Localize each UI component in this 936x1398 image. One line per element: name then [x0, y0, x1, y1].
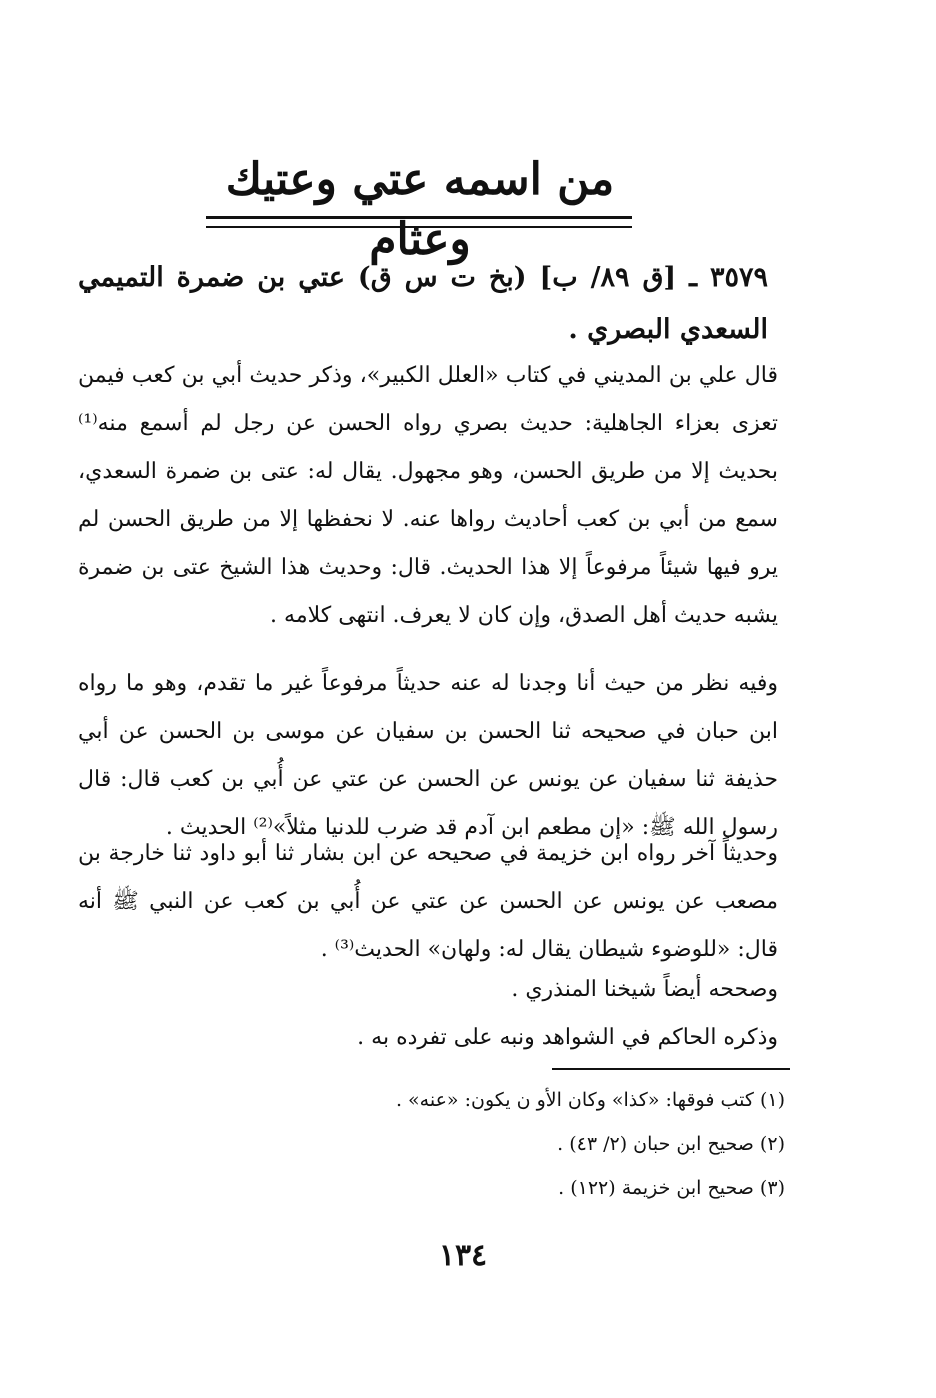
paragraph-4: وصححه أيضاً شيخنا المنذري . — [511, 977, 778, 1002]
paragraph-2: وفيه نظر من حيث أنا وجدنا له عنه حديثاً مرفوعاً غير ما تقدم، وهو ما رواه ابن حبان في صحيحه ثنا الحسن بن سفيان عن موسى بن الحسن عن أبي حذيفة ثنا سفيان عن يونس عن الحسن عن عتي عن أُبي بن كعب قال: قال رسول الله ﷺ: «إن مطعم ابن آدم قد ضرب للدنيا مثلاً»⁽²⁾ الحديث . — [78, 671, 778, 840]
footnote-separator — [552, 1068, 790, 1070]
title-underline — [206, 216, 632, 228]
paragraph-5: وذكره الحاكم في الشواهد ونبه على تفرده به . — [357, 1025, 778, 1050]
paragraph-1: قال علي بن المديني في كتاب «العلل الكبير»، وذكر حديث أبي بن كعب فيمن تعزى بعزاء الجاهلية: حديث بصري رواه الحسن عن رجل لم أسمع منه⁽¹⁾ بحديث إلا من طريق الحسن، وهو مجهول. يقال له: عتى بن ضمرة السعدي، سمع من أبي بن كعب أحاديث رواها عنه. لا نحفظها إلا من طريق الحسن لم يرو فيها شيئاً مرفوعاً إلا هذا الحديث. قال: وحديث هذا الشيخ عتى بن ضمرة يشبه حديث أهل الصدق، وإن كان لا يعرف. انتهى كلامه . — [78, 363, 778, 628]
entry-heading: ٣٥٧٩ ـ [ق ٨٩/ ب] (بخ ت س ق) عتي بن ضمرة التميمي السعدي البصري . — [78, 262, 768, 345]
footnote-1: (١) كتب فوقها: «كذا» وكان الأو ن يكون: «عنه» . — [395, 1089, 785, 1111]
page-number: ١٣٤ — [438, 1238, 488, 1273]
footnote-3: (٣) صحيح ابن خزيمة (١٢٢) . — [558, 1177, 785, 1199]
chapter-title: من اسمه عتي وعتيك وعثام — [225, 154, 615, 265]
footnotes — [240, 1078, 785, 1210]
footnote-2: (٢) صحيح ابن حبان (٢/ ٤٣) . — [557, 1133, 785, 1155]
paragraph-3: وحديثاً آخر رواه ابن خزيمة في صحيحه عن ابن بشار ثنا أبو داود ثنا خارجة بن مصعب عن يونس عن الحسن عن عتي عن أُبي بن كعب عن النبي ﷺ أنه قال: «للوضوء شيطان يقال له: ولهان» الحديث⁽³⁾ . — [78, 841, 779, 962]
